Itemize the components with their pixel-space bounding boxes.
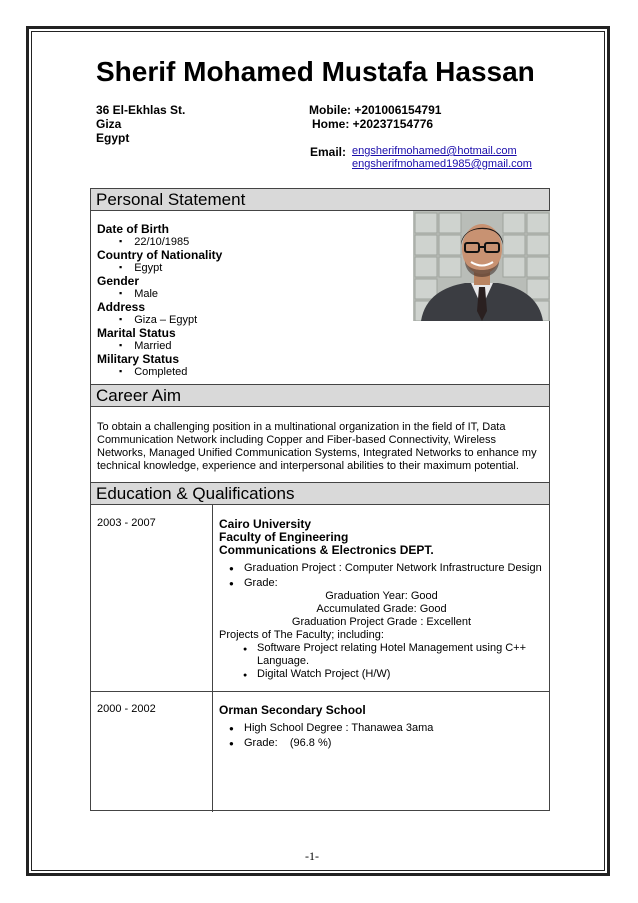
grade-line: Graduation Project Grade : Excellent <box>291 616 472 628</box>
education-details <box>219 704 544 750</box>
grade-line: Graduation Year: Good <box>325 590 438 602</box>
field-label: Address <box>97 300 146 314</box>
field-label: Military Status <box>97 352 180 366</box>
personal-details <box>97 223 222 379</box>
grade-line: Accumulated Grade: Good <box>316 603 447 615</box>
faculty-name: Faculty of Engineering <box>219 530 349 544</box>
home-phone: Home: +20237154776 <box>312 117 434 131</box>
department-name: Communications & Electronics DEPT. <box>219 543 434 557</box>
field-value: ▪ Male <box>119 288 222 301</box>
education-bullet: ● High School Degree : Thanawea 3ama <box>229 722 544 735</box>
education-section <box>90 482 550 811</box>
address-line: 36 El-Ekhlas St. <box>96 103 186 117</box>
education-bullet: ● Graduation Project : Computer Network Infrastructure Design <box>229 562 544 575</box>
school-name: Orman Secondary School <box>219 703 366 717</box>
email-link[interactable]: engsherifmohamed@hotmail.com <box>352 145 517 157</box>
projects-label: Projects of The Faculty; including: <box>219 629 384 641</box>
education-row <box>91 691 549 810</box>
career-aim-text: To obtain a challenging position in a multinational organization in the field of IT, Data Communication Network including Copper and Fiber-based Connectivity, Wireless Networks, Managed Unified Communication Systems, Integrated Networks to enhance my technical knowledge, experience and interpersonal abilities to their maximum potential. <box>97 421 537 472</box>
personal-statement-section <box>90 188 550 385</box>
field-value: ▪ 22/10/1985 <box>119 236 222 249</box>
section-heading: Education & Qualifications <box>91 483 549 505</box>
field-value: ▪ Giza – Egypt <box>119 314 222 327</box>
field-value: ▪ Married <box>119 340 222 353</box>
email-link[interactable]: engsherifmohamed1985@gmail.com <box>352 158 532 170</box>
education-details <box>219 518 544 681</box>
project-bullet: ● Software Project relating Hotel Management using C++ Language. <box>243 642 544 668</box>
page-number: -1- <box>305 849 319 863</box>
cv-name: Sherif Mohamed Mustafa Hassan <box>96 56 535 87</box>
field-label: Marital Status <box>97 326 176 340</box>
email-label: Email: <box>310 145 347 159</box>
school-name: Cairo University <box>219 517 312 531</box>
education-years: 2003 - 2007 <box>97 517 156 529</box>
education-bullet: ● Grade: <box>229 577 544 590</box>
address-line: Egypt <box>96 131 130 145</box>
address-line: Giza <box>96 117 122 131</box>
field-label: Date of Birth <box>97 222 169 236</box>
field-value: ▪ Completed <box>119 366 222 379</box>
mobile-phone: Mobile: +201006154791 <box>309 103 442 117</box>
field-value: ▪ Egypt <box>119 262 222 275</box>
profile-photo <box>413 211 550 321</box>
project-bullet: ● Digital Watch Project (H/W) <box>243 668 544 681</box>
field-label: Gender <box>97 274 140 288</box>
section-heading: Personal Statement <box>91 189 549 211</box>
education-years: 2000 - 2002 <box>97 703 156 715</box>
address-block <box>96 103 185 145</box>
education-bullet: ● Grade: (96.8 %) <box>229 737 544 750</box>
field-label: Country of Nationality <box>97 248 223 262</box>
career-aim-section <box>90 384 550 483</box>
section-heading: Career Aim <box>91 385 549 407</box>
education-row <box>91 505 549 692</box>
